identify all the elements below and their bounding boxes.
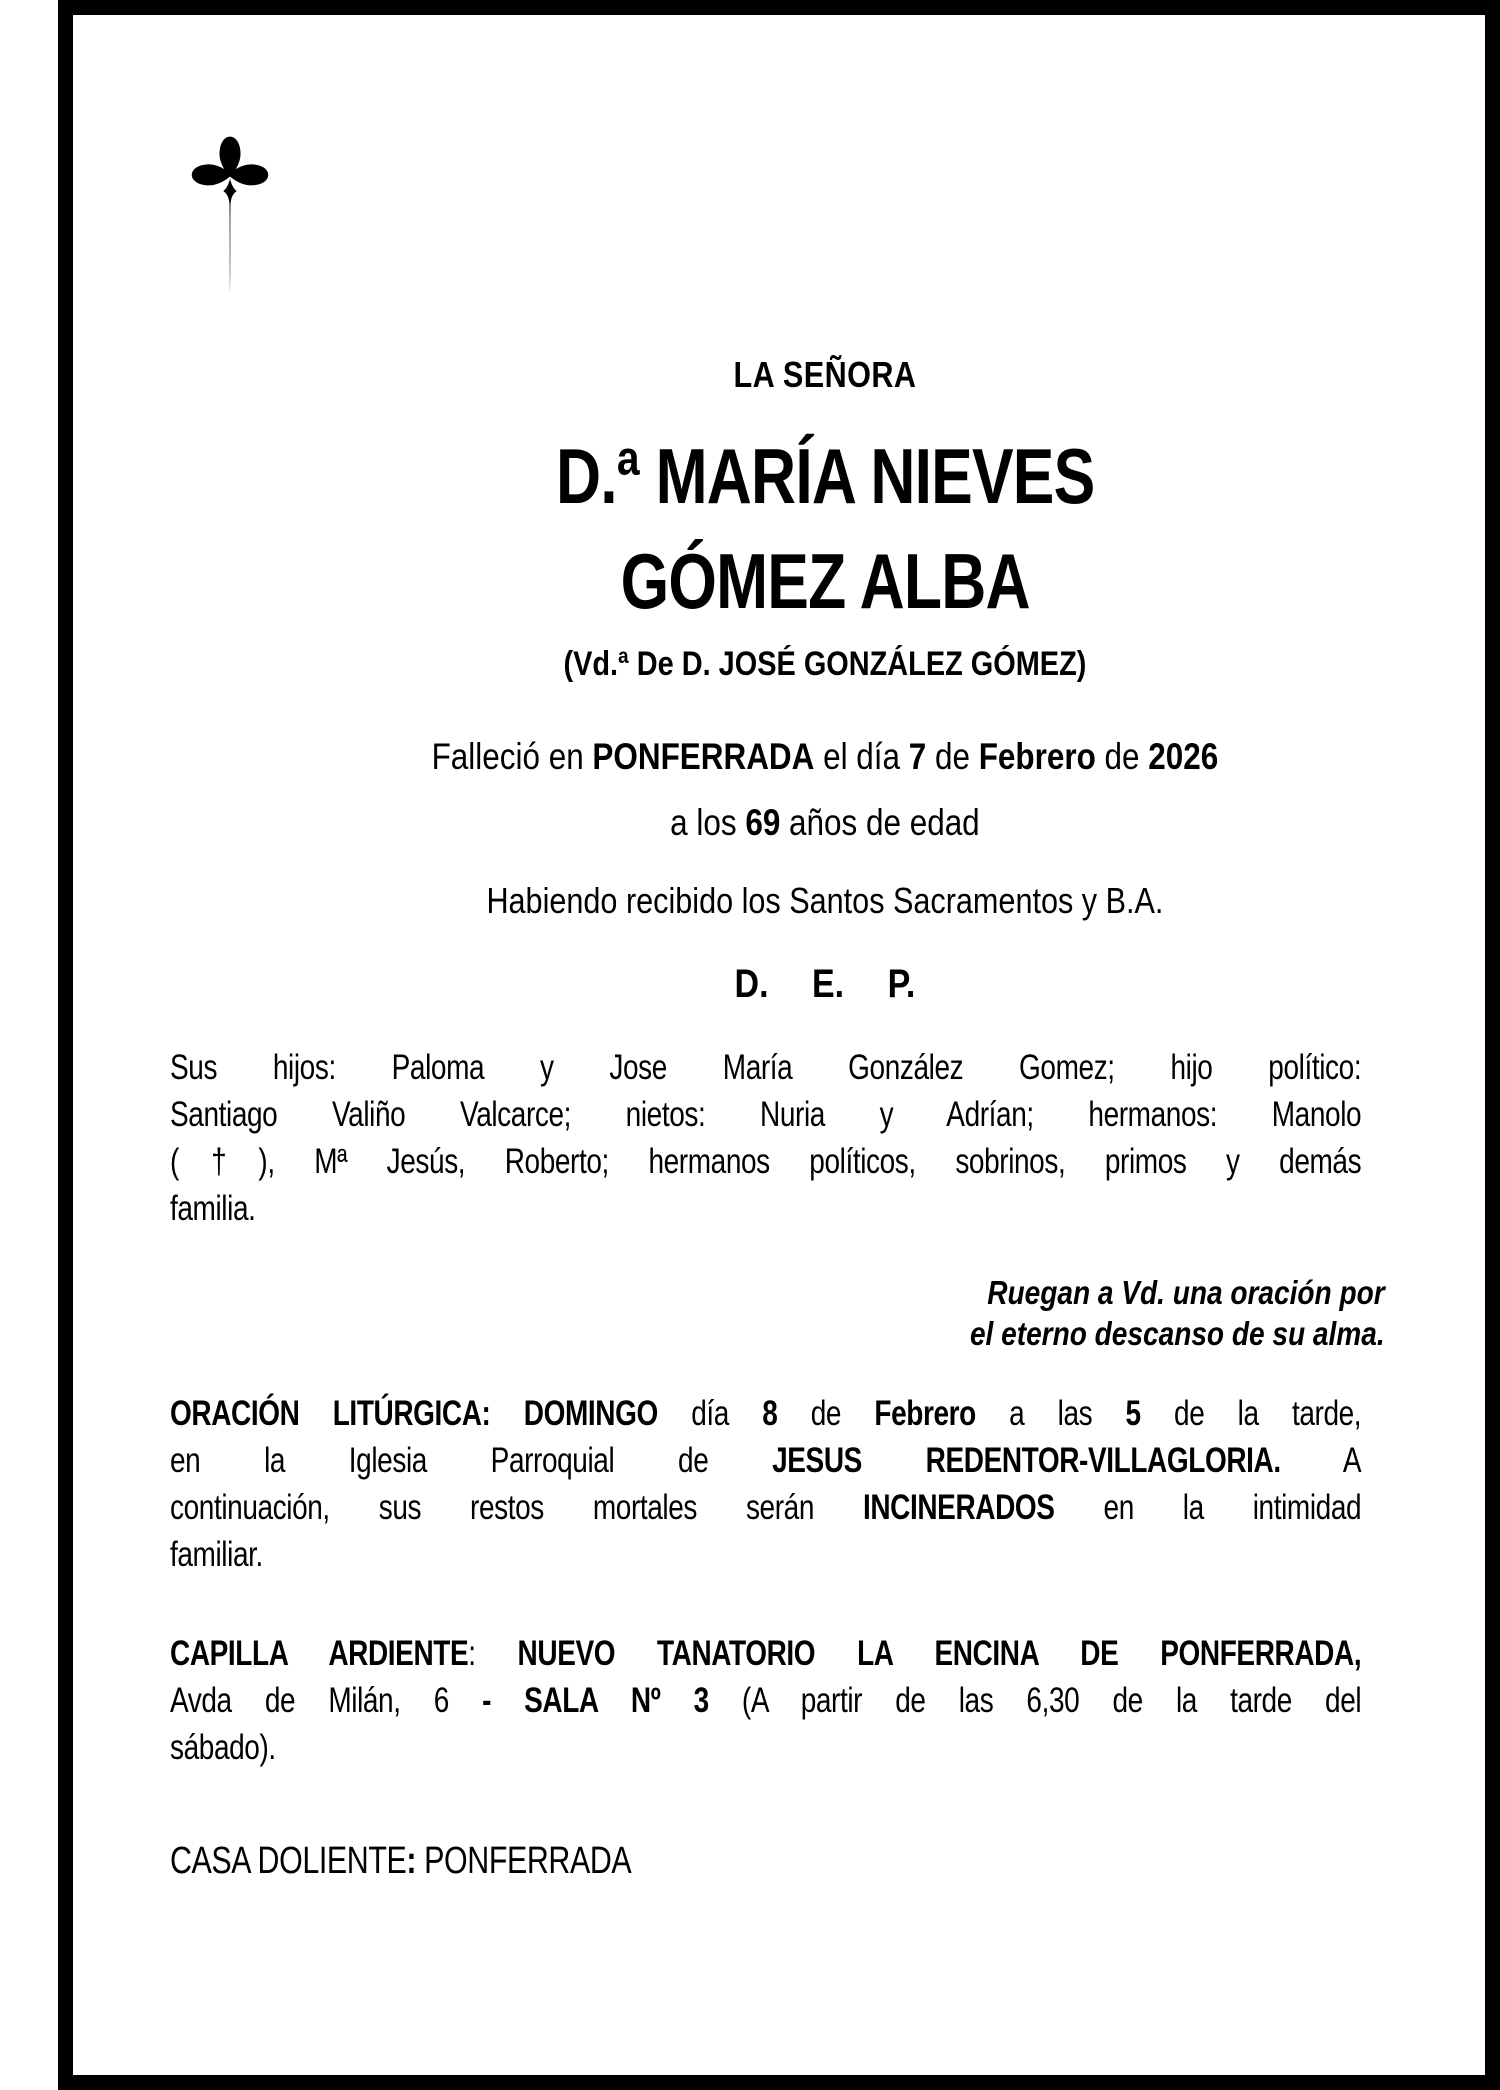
widow-of-line: (Vd.ª De D. JOSÉ GONZÁLEZ GÓMEZ): [563, 645, 1087, 683]
liturgy-paragraph: ORACIÓN LITÚRGICA: DOMINGO día 8 de Febrero a las 5 de la tarde, en la Iglesia Parroquial de JESUS REDENTOR-VILLAGLORIA. A continuación, sus restos mortales serán INCINERADOS en la intimidad familiar.: [170, 1394, 1362, 1574]
age-line: a los 69 años de edad: [670, 802, 980, 843]
sacraments-line: Habiendo recibido los Santos Sacramentos y B.A.: [486, 880, 1164, 921]
death-date-line: Falleció en PONFERRADA el día 7 de Febrero de 2026: [431, 736, 1219, 777]
family-paragraph: Sus hijos: Paloma y Jose María González Gomez; hijo político: Santiago Valiño Valcarce; nietos: Nuria y Adrían; hermanos: Manolo (†), Mª Jesús, Roberto; hermanos políticos, sobrinos, primos y demás familia.: [170, 1048, 1362, 1228]
mourning-house-line: CASA DOLIENTE: PONFERRADA: [170, 1840, 632, 1882]
prayer-request: Ruegan a Vd. una oración por el eterno descanso de su alma.: [969, 1274, 1385, 1352]
pretitle: LA SEÑORA: [733, 354, 917, 395]
chapel-paragraph: CAPILLA ARDIENTE: NUEVO TANATORIO LA ENCINA DE PONFERRADA, Avda de Milán, 6 - SALA Nº 3 (A partir de las 6,30 de la tarde del sábado).: [170, 1634, 1362, 1767]
deceased-name: D.ª MARÍA NIEVES GÓMEZ ALBA: [555, 432, 1095, 625]
memorial-cross-icon: [191, 129, 269, 301]
dep-abbreviation: D. E. P.: [734, 962, 916, 1006]
